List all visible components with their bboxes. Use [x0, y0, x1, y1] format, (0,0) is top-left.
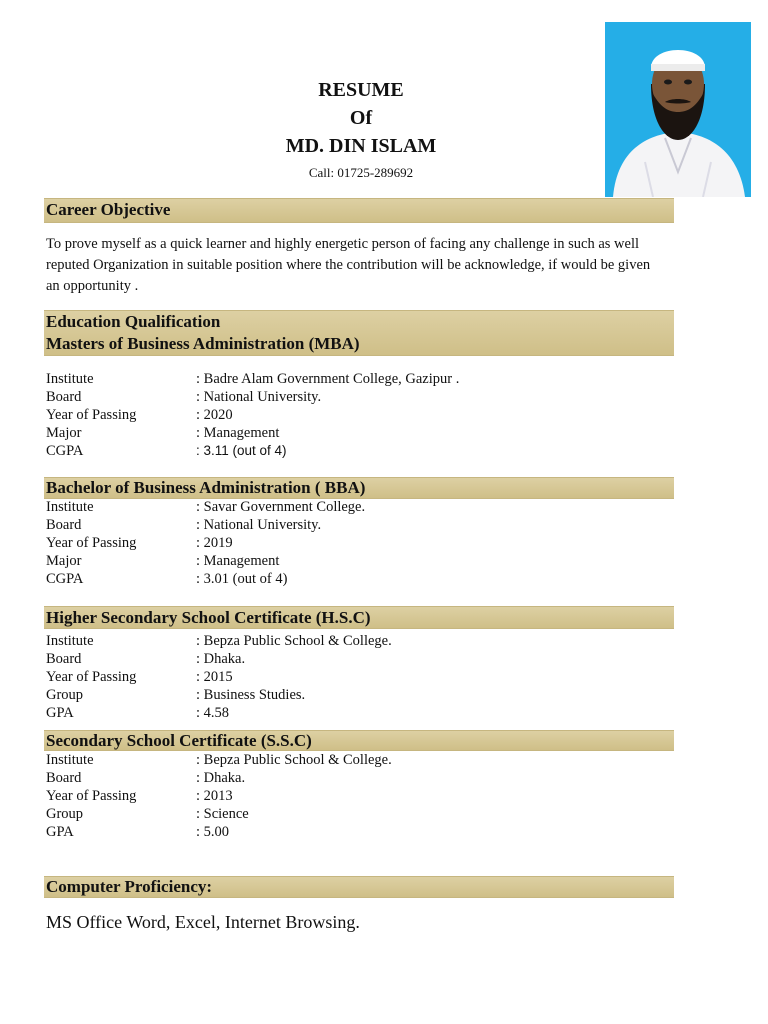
detail-row	[46, 787, 666, 805]
detail-value: : 2015	[196, 669, 233, 685]
detail-label: GPA	[46, 705, 74, 721]
mba-details	[46, 370, 666, 460]
education-heading-text: Education Qualification	[46, 312, 221, 331]
detail-row	[46, 704, 666, 722]
detail-value: : Science	[196, 806, 249, 822]
candidate-name: MD. DIN ISLAM	[285, 135, 437, 157]
detail-row	[46, 769, 666, 787]
detail-row	[46, 751, 666, 769]
detail-value: : Management	[196, 553, 280, 569]
detail-row	[46, 534, 666, 552]
career-objective-heading	[44, 198, 674, 223]
detail-value: : Savar Government College.	[196, 499, 366, 515]
detail-value: : Business Studies.	[196, 687, 306, 703]
ssc-heading	[44, 730, 674, 751]
hsc-heading-text: Higher Secondary School Certificate (H.S.C)	[46, 608, 371, 627]
detail-label: Institute	[46, 371, 94, 387]
detail-label: Institute	[46, 633, 94, 649]
detail-row	[46, 406, 666, 424]
career-objective-text: To prove myself as a quick learner and highly energetic person of facing any challenge in such as well reputed Organization in suitable position where the contribution will be acknowledge, if would be given an opportunity .	[46, 236, 651, 294]
detail-label: Year of Passing	[46, 407, 137, 423]
detail-value: : Dhaka.	[196, 651, 246, 667]
detail-label: CGPA	[46, 571, 84, 587]
detail-row	[46, 424, 666, 442]
detail-value: : National University.	[196, 389, 322, 405]
detail-row	[46, 498, 666, 516]
bba-details	[46, 498, 666, 588]
detail-value: : Dhaka.	[196, 770, 246, 786]
detail-label: Major	[46, 425, 82, 441]
call-number: Call: 01725-289692	[308, 165, 414, 180]
computer-skills-text: MS Office Word, Excel, Internet Browsing.	[46, 912, 360, 932]
detail-label: Major	[46, 553, 82, 569]
detail-row	[46, 570, 666, 588]
detail-label: Board	[46, 389, 82, 405]
detail-row	[46, 388, 666, 406]
detail-value: : Badre Alam Government College, Gazipur .	[196, 371, 460, 387]
detail-row	[46, 650, 666, 668]
detail-label: Year of Passing	[46, 788, 137, 804]
detail-label: Group	[46, 806, 84, 822]
detail-label: Board	[46, 770, 82, 786]
detail-value: : Bepza Public School & College.	[196, 752, 392, 768]
detail-label: GPA	[46, 824, 74, 840]
detail-row	[46, 552, 666, 570]
detail-row	[46, 668, 666, 686]
detail-row	[46, 632, 666, 650]
detail-row	[46, 442, 666, 460]
hsc-details	[46, 632, 666, 722]
detail-label: CGPA	[46, 443, 84, 459]
detail-value: : 4.58	[196, 705, 230, 721]
detail-value: : Management	[196, 425, 280, 441]
bba-heading	[44, 477, 674, 499]
detail-value: : 3.11 (out of 4)	[196, 443, 287, 458]
ssc-details	[46, 751, 666, 841]
detail-row	[46, 805, 666, 823]
detail-label: Institute	[46, 752, 94, 768]
detail-label: Year of Passing	[46, 669, 137, 685]
profile-photo	[605, 22, 751, 197]
detail-label: Group	[46, 687, 84, 703]
resume-of: Of	[349, 107, 373, 129]
person-portrait-icon	[605, 22, 751, 197]
detail-label: Year of Passing	[46, 535, 137, 551]
detail-label: Board	[46, 651, 82, 667]
detail-row	[46, 516, 666, 534]
detail-value: : 2019	[196, 535, 233, 551]
detail-value: : 2013	[196, 788, 233, 804]
computer-proficiency-heading-text: Computer Proficiency:	[46, 877, 213, 896]
computer-proficiency-heading	[44, 876, 674, 898]
detail-value: : 2020	[196, 407, 233, 423]
detail-label: Institute	[46, 499, 94, 515]
hsc-heading	[44, 606, 674, 629]
detail-row	[46, 823, 666, 841]
education-qualification-heading	[44, 310, 674, 356]
ssc-heading-text: Secondary School Certificate (S.S.C)	[46, 731, 312, 750]
detail-value: : 3.01 (out of 4)	[196, 571, 288, 587]
resume-title: RESUME	[318, 79, 404, 101]
bba-heading-text: Bachelor of Business Administration ( BBA)	[46, 478, 366, 497]
detail-row	[46, 686, 666, 704]
career-objective-heading-text: Career Objective	[46, 200, 171, 219]
detail-value: : 5.00	[196, 824, 230, 840]
mba-heading-text: Masters of Business Administration (MBA)	[46, 334, 360, 353]
detail-label: Board	[46, 517, 82, 533]
detail-value: : National University.	[196, 517, 322, 533]
detail-row	[46, 370, 666, 388]
detail-value: : Bepza Public School & College.	[196, 633, 392, 649]
